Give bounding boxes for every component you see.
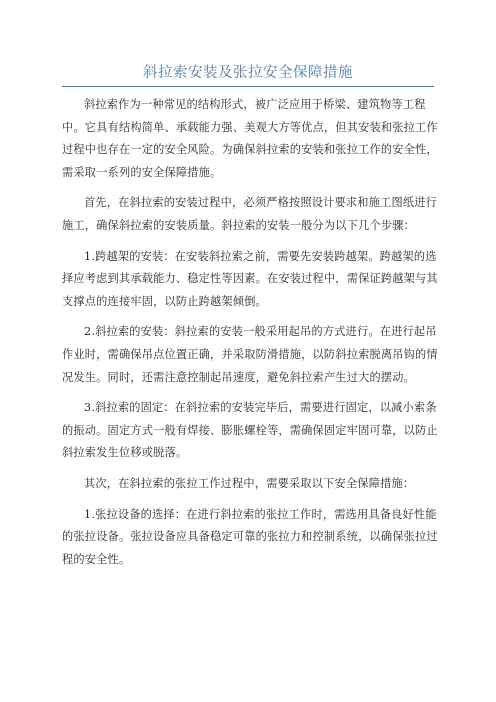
paragraph-tensioning-overview: 其次，在斜拉索的张拉工作过程中，需要采取以下安全保障措施： bbox=[84, 476, 415, 490]
document-body bbox=[62, 94, 444, 571]
document-title: 斜拉索安装及张拉安全保障措施 bbox=[143, 65, 353, 81]
paragraph-step-2-cable-installation: 2.斜拉索的安装：斜拉索的安装一般采用起吊的方式进行。在进行起吊作业时，需确保吊点位置正确，并采取防滑措施，以防斜拉索脱离吊钩的情况发生。同时，还需注意控制起吊速度，避免斜拉索产生过大的摆动。 bbox=[62, 325, 438, 384]
title-underline bbox=[62, 86, 434, 87]
paragraph-tensioning-equipment: 1.张拉设备的选择：在进行斜拉索的张拉工作时，需选用具备良好性能的张拉设备。张拉设备应具备稳定可靠的张拉力和控制系统，以确保张拉过程的安全性。 bbox=[62, 507, 438, 566]
paragraph-step-1-crossing-frame: 1.跨越架的安装：在安装斜拉索之前，需要先安装跨越架。跨越架的选择应考虑到其承载能力、稳定性等因素。在安装过程中，需保证跨越架与其支撑点的连接牢固，以防止跨越架倾倒。 bbox=[62, 249, 438, 308]
paragraph-intro: 斜拉索作为一种常见的结构形式，被广泛应用于桥梁、建筑物等工程中。它具有结构简单、承载能力强、美观大方等优点，但其安装和张拉工作过程中也存在一定的安全风险。为确保斜拉索的安装和张拉工作的安全性，需采取一系列的安全保障措施。 bbox=[62, 98, 438, 179]
paragraph-step-3-cable-fixing: 3.斜拉索的固定：在斜拉索的安装完毕后，需要进行固定，以减小索条的振动。固定方式一般有焊接、膨胀螺栓等，需确保固定牢固可靠，以防止斜拉索发生位移或脱落。 bbox=[62, 401, 438, 460]
paragraph-installation-overview: 首先，在斜拉索的安装过程中，必须严格按照设计要求和施工图纸进行施工，确保斜拉索的安装质量。斜拉索的安装一般分为以下几个步骤： bbox=[62, 196, 438, 232]
